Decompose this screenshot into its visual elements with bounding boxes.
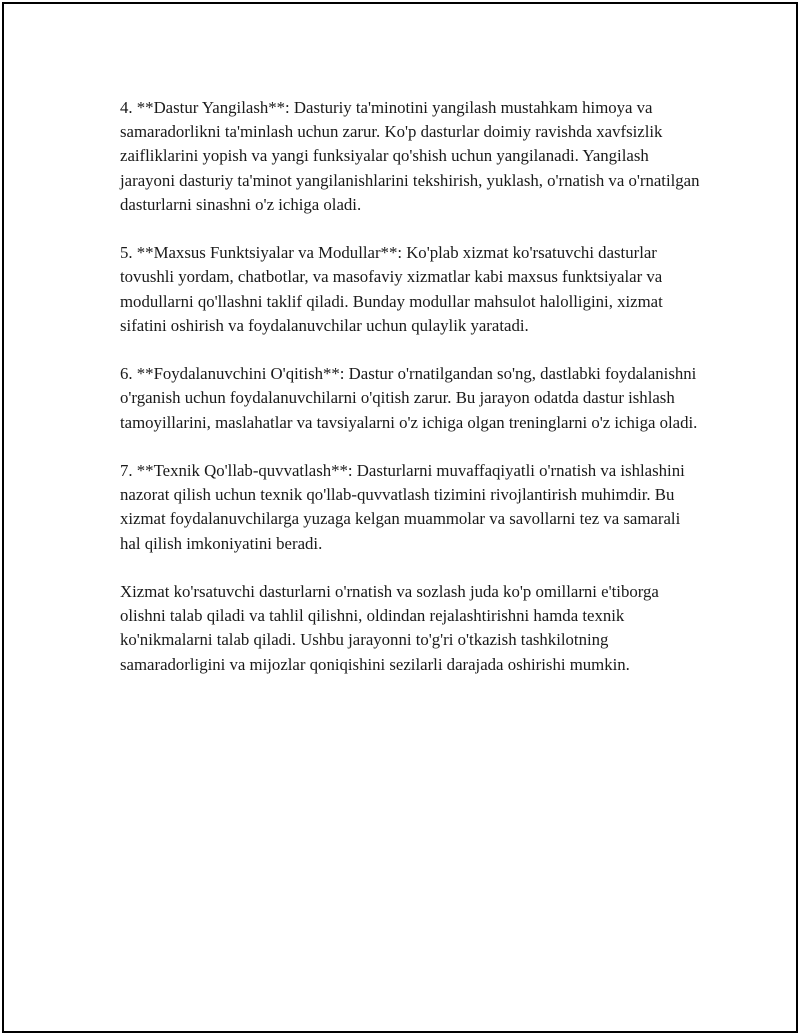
paragraph-dastur-yangilash: 4. **Dastur Yangilash**: Dasturiy ta'minotini yangilash mustahkam himoya va samaradorlikni ta'minlash uchun zarur. Ko'p dasturlar doimiy ravishda xavfsizlik zaifliklarini yopish va yangi funksiyalar qo'shish uchun yangilanadi. Yangilash jarayoni dasturiy ta'minot yangilanishlarini tekshirish, yuklash, o'rnatish va o'rnatilgan dasturlarni sinashni o'z ichiga oladi. [120,98,700,214]
document-page [2,2,798,1033]
document-body [120,96,700,701]
paragraph-maxsus-funktsiyalar: 5. **Maxsus Funktsiyalar va Modullar**: Ko'plab xizmat ko'rsatuvchi dasturlar tovushli yordam, chatbotlar, va masofaviy xizmatlar kabi maxsus funktsiyalar va modullarni qo'llashni taklif qiladi. Bunday modullar mahsulot halolligini, xizmat sifatini oshirish va foydalanuvchilar uchun qulaylik yaratadi. [120,243,663,335]
paragraph-conclusion: Xizmat ko'rsatuvchi dasturlarni o'rnatish va sozlash juda ko'p omillarni e'tiborga olishni talab qiladi va tahlil qilishni, oldindan rejalashtirishni hamda texnik ko'nikmalarni talab qiladi. Ushbu jarayonni to'g'ri o'tkazish tashkilotning samaradorligini va mijozlar qoniqishini sezilarli darajada oshirishi mumkin. [120,582,659,674]
paragraph-texnik-qollab-quvvatlash: 7. **Texnik Qo'llab-quvvatlash**: Dasturlarni muvaffaqiyatli o'rnatish va ishlashini nazorat qilish uchun texnik qo'llab-quvvatlash tizimini rivojlantirish muhimdir. Bu xizmat foydalanuvchilarga yuzaga kelgan muammolar va savollarni tez va samarali hal qilish imkoniyatini beradi. [120,461,685,553]
paragraph-foydalanuvchini-oqitish: 6. **Foydalanuvchini O'qitish**: Dastur o'rnatilgandan so'ng, dastlabki foydalanishni o'rganish uchun foydalanuvchilarni o'qitish zarur. Bu jarayon odatda dastur ishlash tamoyillarini, maslahatlar va tavsiyalarni o'z ichiga olgan treninglarni o'z ichiga oladi. [120,364,698,432]
